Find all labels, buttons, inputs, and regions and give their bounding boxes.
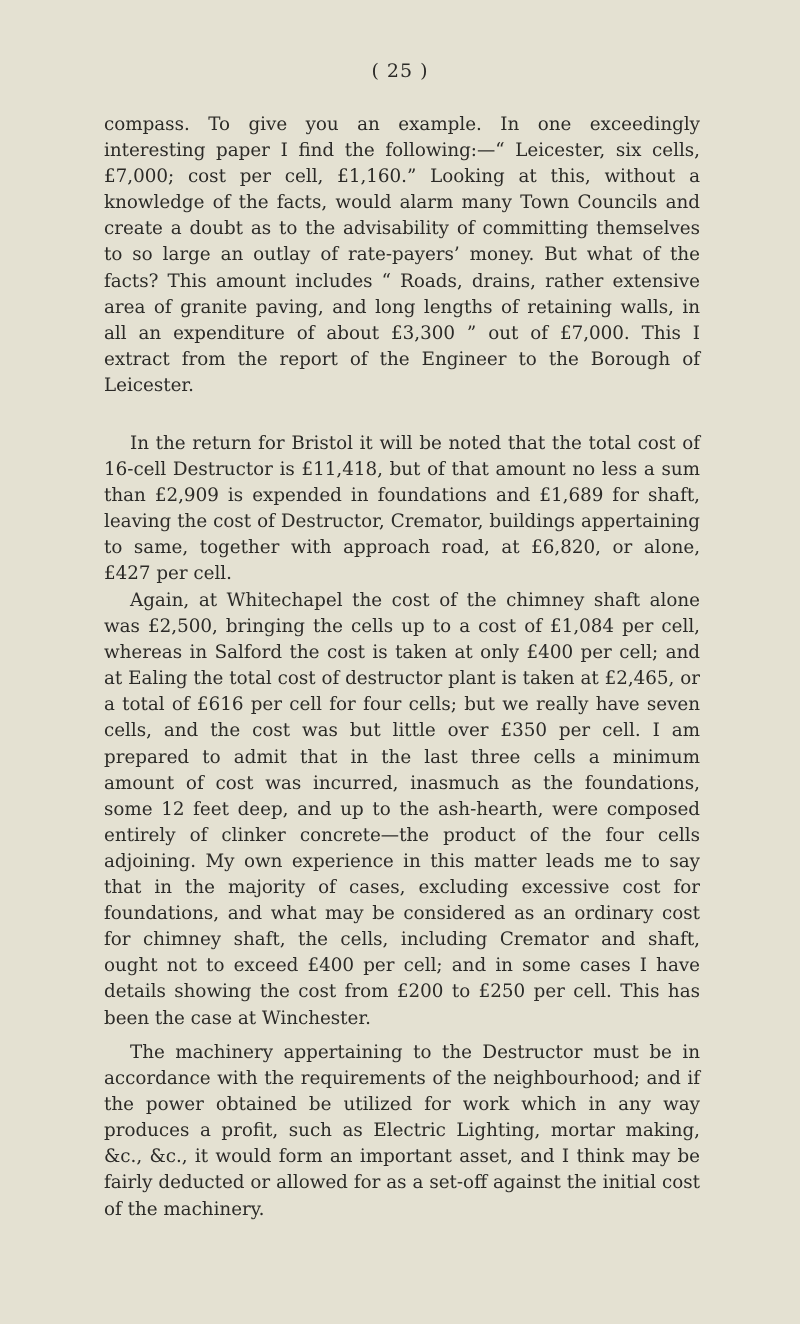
page-number: ( 25 ) — [371, 60, 429, 82]
paragraph-leicester: compass. To give you an example. In one exceedingly interesting paper I find the following:—“ Leicester, six cells, £7,000; cost per cell, £1,160.” Looking at this, without a knowledge of the facts, would alarm many Town Councils and create a doubt as to the advisability of committing themselves to so large an outlay of rate-payers’ money. But what of the facts? This amount includes “ Roads, drains, rather extensive area of granite paving, and long lengths of retaining walls, in all an expenditure of about £3,300 ” out of £7,000. This I extract from the report of the Engineer to the Borough of Leicester. — [104, 114, 700, 396]
paragraph-bristol: In the return for Bristol it will be noted that the total cost of 16-cell Destructor is £11,418, but of that amount no less a sum than £2,909 is expended in foundations and £1,689 for shaft, leaving the cost of Destructor, Cremator, buildings appertaining to same, together with approach road, at £6,820, or alone, £427 per cell. — [104, 433, 700, 585]
paragraph-machinery: The machinery appertaining to the Destructor must be in accordance with the requirements of the neighbourhood; and if the power obtained be utilized for work which in any way produces a profit, such as Electric Lighting, mortar making, &c., &c., it would form an important asset, and I think may be fairly deducted or allowed for as a set-off against the initial cost of the machinery. — [104, 1042, 700, 1220]
paragraph-whitechapel: Again, at Whitechapel the cost of the chimney shaft alone was £2,500, bringing the cells up to a cost of £1,084 per cell, whereas in Salford the cost is taken at only £400 per cell; and at Ealing the total cost of destructor plant is taken at £2,465, or a total of £616 per cell for four cells; but we really have seven cells, and the cost was but little over £350 per cell. I am prepared to admit that in the last three cells a minimum amount of cost was incurred, inasmuch as the foundations, some 12 feet deep, and up to the ash-hearth, were composed entirely of clinker concrete—the product of the four cells adjoining. My own experience in this matter leads me to say that in the majority of cases, excluding excessive cost for foundations, and what may be considered as an ordinary cost for chimney shaft, the cells, including Cremator and shaft, ought not to exceed £400 per cell; and in some cases I have details showing the cost from £200 to £250 per cell. This has been the case at Winchester. — [104, 590, 700, 1029]
